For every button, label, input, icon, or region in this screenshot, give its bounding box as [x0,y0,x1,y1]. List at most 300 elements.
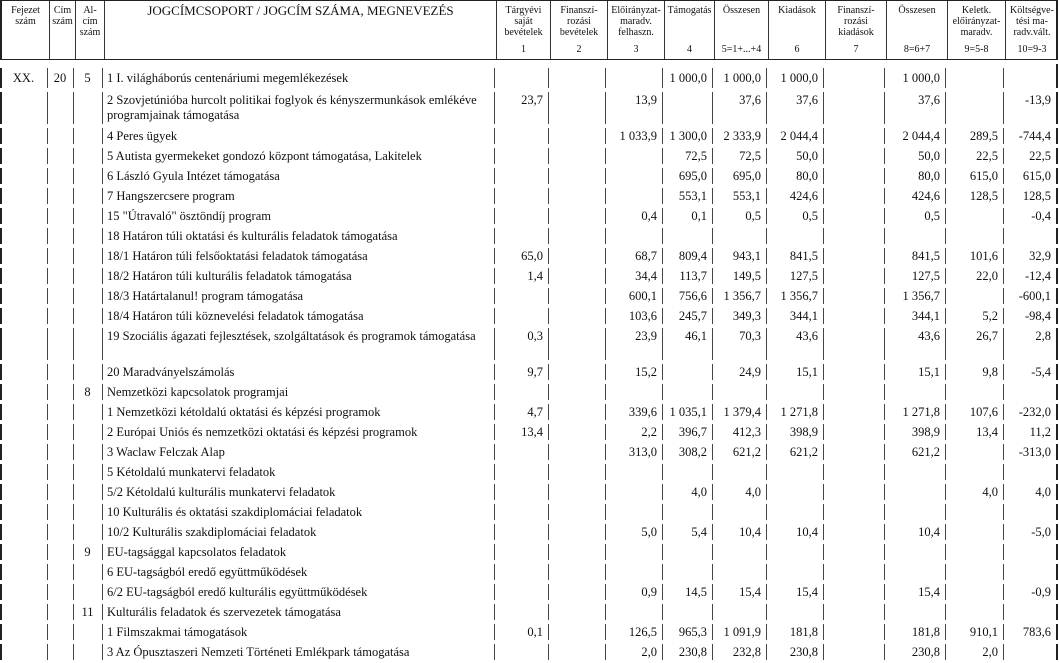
value-cell-3: 103,6 [605,306,662,326]
value-cell-4: 308,2 [662,442,712,462]
fejezet-cell [0,226,47,246]
value-cell-1: 13,4 [494,422,548,442]
value-cell-8: 43,6 [884,326,945,362]
cim-cell [47,166,73,186]
value-cell-6: 621,2 [766,442,823,462]
alcim-cell [73,562,102,582]
value-cell-1 [494,542,548,562]
alcim-cell: 9 [73,542,102,562]
value-cell-10: -600,1 [1003,286,1056,306]
header-cim: Cím szám [49,1,75,59]
name-cell: 5 Kétoldalú munkatervi feladatok [102,462,494,482]
value-cell-6 [766,382,823,402]
value-cell-2 [548,582,605,602]
table-row [0,602,1058,622]
value-cell-7 [823,206,884,226]
header-col-number: 7 [853,44,859,55]
value-cell-2 [548,542,605,562]
value-cell-9: 4,0 [945,482,1003,502]
value-cell-8 [884,462,945,482]
value-cell-4: 553,1 [662,186,712,206]
fejezet-cell [0,562,47,582]
value-cell-10: -13,9 [1003,90,1056,126]
value-cell-10 [1003,542,1056,562]
value-cell-8: 230,8 [884,642,945,662]
value-cell-8 [884,602,945,622]
value-cell-7 [823,246,884,266]
value-cell-8: 398,9 [884,422,945,442]
value-cell-4: 1 035,1 [662,402,712,422]
fejezet-cell [0,522,47,542]
alcim-cell [73,246,102,266]
value-cell-5: 412,3 [712,422,766,442]
value-cell-3 [605,382,662,402]
value-cell-8 [884,482,945,502]
value-cell-5 [712,462,766,482]
value-cell-9 [945,206,1003,226]
value-cell-6: 2 044,4 [766,126,823,146]
table-row [0,502,1058,522]
value-cell-10: -0,9 [1003,582,1056,602]
value-cell-6: 43,6 [766,326,823,362]
value-cell-9 [945,602,1003,622]
cim-cell [47,462,73,482]
value-cell-4: 4,0 [662,482,712,502]
value-cell-4 [662,90,712,126]
value-cell-5: 1 356,7 [712,286,766,306]
value-cell-7 [823,326,884,362]
fejezet-cell: XX. [0,62,47,90]
value-cell-6 [766,462,823,482]
cim-cell [47,382,73,402]
value-cell-5: 72,5 [712,146,766,166]
fejezet-cell [0,382,47,402]
value-cell-4: 5,4 [662,522,712,542]
name-cell: 1 Filmszakmai támogatások [102,622,494,642]
value-cell-1: 23,7 [494,90,548,126]
value-cell-3: 126,5 [605,622,662,642]
value-cell-1: 4,7 [494,402,548,422]
value-cell-3: 2,2 [605,422,662,442]
value-cell-5: 10,4 [712,522,766,542]
value-cell-5: 37,6 [712,90,766,126]
value-cell-5: 553,1 [712,186,766,206]
table-row [0,422,1058,442]
value-cell-10: -0,4 [1003,206,1056,226]
value-cell-3 [605,562,662,582]
fejezet-cell [0,166,47,186]
header-col-number: 3 [633,44,639,55]
alcim-cell [73,126,102,146]
value-cell-7 [823,226,884,246]
value-cell-3 [605,166,662,186]
value-cell-3: 2,0 [605,642,662,662]
value-cell-10: 615,0 [1003,166,1056,186]
value-cell-5 [712,502,766,522]
value-cell-6: 1 356,7 [766,286,823,306]
alcim-cell [73,502,102,522]
value-cell-3: 34,4 [605,266,662,286]
value-cell-8 [884,226,945,246]
name-cell: 6/2 EU-tagságból eredő kulturális együttműködések [102,582,494,602]
value-cell-3 [605,502,662,522]
name-cell: 5 Autista gyermekeket gondozó központ támogatása, Lakitelek [102,146,494,166]
fejezet-cell [0,602,47,622]
value-cell-2 [548,62,605,90]
value-cell-4: 46,1 [662,326,712,362]
cim-cell [47,522,73,542]
value-cell-6: 230,8 [766,642,823,662]
value-cell-8: 15,1 [884,362,945,382]
value-cell-7 [823,482,884,502]
value-cell-4: 756,6 [662,286,712,306]
header-col-label: Előirányzat-maradv. felhaszn. [611,5,661,38]
value-cell-9 [945,582,1003,602]
fejezet-cell [0,186,47,206]
name-cell: 18/2 Határon túli kulturális feladatok támogatása [102,266,494,286]
value-cell-2 [548,146,605,166]
table-row [0,482,1058,502]
value-cell-6: 10,4 [766,522,823,542]
value-cell-1 [494,382,548,402]
value-cell-4: 230,8 [662,642,712,662]
value-cell-9: 22,0 [945,266,1003,286]
value-cell-2 [548,382,605,402]
table-row [0,126,1058,146]
value-cell-7 [823,62,884,90]
fejezet-cell [0,286,47,306]
value-cell-5: 349,3 [712,306,766,326]
fejezet-cell [0,146,47,166]
value-cell-5 [712,602,766,622]
value-cell-4 [662,462,712,482]
value-cell-2 [548,90,605,126]
name-cell: 3 Waclaw Felczak Alap [102,442,494,462]
header-col-label: Támogatás [667,5,712,16]
value-cell-9: 910,1 [945,622,1003,642]
value-cell-9 [945,542,1003,562]
cim-cell [47,402,73,422]
header-col-3 [607,1,664,59]
value-cell-6 [766,226,823,246]
value-cell-10: 11,2 [1003,422,1056,442]
value-cell-10: -232,0 [1003,402,1056,422]
value-cell-6: 15,1 [766,362,823,382]
value-cell-4: 965,3 [662,622,712,642]
table-row [0,362,1058,382]
name-cell: 6 László Gyula Intézet támogatása [102,166,494,186]
value-cell-2 [548,442,605,462]
name-cell: 15 "Útravaló" ösztöndíj program [102,206,494,226]
header-col-number: 1 [521,44,526,55]
value-cell-7 [823,622,884,642]
value-cell-1: 65,0 [494,246,548,266]
value-cell-9 [945,502,1003,522]
alcim-cell [73,642,102,662]
value-cell-10: 2,8 [1003,326,1056,362]
value-cell-7 [823,542,884,562]
name-cell: 1 I. világháborús centenáriumi megemlékezések [102,62,494,90]
value-cell-4: 1 000,0 [662,62,712,90]
cim-cell [47,206,73,226]
header-col-label: Keletk. előirányzat-maradv. [952,5,1001,38]
value-cell-6 [766,602,823,622]
value-cell-3: 5,0 [605,522,662,542]
table-row [0,442,1058,462]
value-cell-5: 15,4 [712,582,766,602]
name-cell: 5/2 Kétoldalú kulturális munkatervi feladatok [102,482,494,502]
value-cell-8: 841,5 [884,246,945,266]
value-cell-9: 13,4 [945,422,1003,442]
value-cell-6: 181,8 [766,622,823,642]
cim-cell [47,542,73,562]
value-cell-9: 101,6 [945,246,1003,266]
value-cell-5: 621,2 [712,442,766,462]
value-cell-9: 615,0 [945,166,1003,186]
value-cell-8: 1 271,8 [884,402,945,422]
value-cell-9 [945,382,1003,402]
fejezet-cell [0,126,47,146]
name-cell: 18 Határon túli oktatási és kulturális feladatok támogatása [102,226,494,246]
value-cell-6: 0,5 [766,206,823,226]
value-cell-4 [662,502,712,522]
value-cell-2 [548,622,605,642]
value-cell-3: 23,9 [605,326,662,362]
alcim-cell [73,166,102,186]
name-cell: 18/4 Határon túli köznevelési feladatok támogatása [102,306,494,326]
value-cell-8 [884,502,945,522]
value-cell-2 [548,166,605,186]
alcim-cell [73,362,102,382]
value-cell-7 [823,522,884,542]
value-cell-3: 600,1 [605,286,662,306]
cim-cell [47,622,73,642]
value-cell-6: 424,6 [766,186,823,206]
fejezet-cell [0,622,47,642]
value-cell-1 [494,186,548,206]
value-cell-7 [823,306,884,326]
value-cell-2 [548,602,605,622]
alcim-cell [73,462,102,482]
value-cell-5: 2 333,9 [712,126,766,146]
header-col-10 [1005,1,1058,59]
value-cell-5: 695,0 [712,166,766,186]
name-cell: 19 Szociális ágazati fejlesztések, szolgáltatások és programok támogatása [102,326,494,362]
value-cell-7 [823,266,884,286]
value-cell-1 [494,642,548,662]
alcim-cell [73,482,102,502]
value-cell-3: 1 033,9 [605,126,662,146]
value-cell-3 [605,602,662,622]
value-cell-7 [823,146,884,166]
value-cell-9 [945,462,1003,482]
name-cell: Nemzetközi kapcsolatok programjai [102,382,494,402]
alcim-cell: 8 [73,382,102,402]
value-cell-5: 1 091,9 [712,622,766,642]
value-cell-2 [548,502,605,522]
value-cell-4 [662,602,712,622]
value-cell-8: 621,2 [884,442,945,462]
alcim-cell [73,226,102,246]
name-cell: 18/3 Határtalanul! program támogatása [102,286,494,306]
value-cell-9 [945,522,1003,542]
value-cell-9: 289,5 [945,126,1003,146]
cim-cell [47,126,73,146]
cim-cell [47,362,73,382]
value-cell-3 [605,482,662,502]
fejezet-cell [0,462,47,482]
value-cell-2 [548,126,605,146]
value-cell-7 [823,186,884,206]
name-cell: 2 Szovjetúnióba hurcolt politikai foglyok és kényszermunkások emlékéve programjainak támogatása [102,90,494,126]
value-cell-7 [823,402,884,422]
header-col-5 [714,1,768,59]
value-cell-9 [945,90,1003,126]
value-cell-3 [605,226,662,246]
value-cell-2 [548,422,605,442]
value-cell-2 [548,482,605,502]
value-cell-4 [662,562,712,582]
value-cell-1 [494,226,548,246]
value-cell-1 [494,442,548,462]
table-row [0,62,1058,90]
header-col-1 [496,1,550,59]
header-col-label: Kiadások [778,5,816,16]
value-cell-1 [494,462,548,482]
value-cell-8 [884,562,945,582]
value-cell-5 [712,382,766,402]
fejezet-cell [0,246,47,266]
value-cell-9: 5,2 [945,306,1003,326]
value-cell-5: 0,5 [712,206,766,226]
name-cell: Kulturális feladatok és szervezetek támogatása [102,602,494,622]
fejezet-cell [0,482,47,502]
value-cell-1 [494,286,548,306]
value-cell-6 [766,502,823,522]
value-cell-1 [494,562,548,582]
value-cell-2 [548,186,605,206]
value-cell-10 [1003,602,1056,622]
value-cell-1 [494,206,548,226]
value-cell-3 [605,146,662,166]
alcim-cell [73,402,102,422]
value-cell-2 [548,266,605,286]
alcim-cell [73,306,102,326]
value-cell-7 [823,422,884,442]
value-cell-6: 37,6 [766,90,823,126]
value-cell-3 [605,462,662,482]
value-cell-8 [884,382,945,402]
value-cell-5 [712,542,766,562]
value-cell-1: 0,3 [494,326,548,362]
value-cell-6 [766,482,823,502]
header-title: JOGCÍMCSOPORT / JOGCÍM SZÁMA, MEGNEVEZÉS [104,1,496,59]
header-col-7 [825,1,886,59]
value-cell-6: 1 271,8 [766,402,823,422]
alcim-cell [73,206,102,226]
cim-cell [47,502,73,522]
value-cell-3 [605,542,662,562]
value-cell-7 [823,502,884,522]
fejezet-cell [0,402,47,422]
value-cell-10: 22,5 [1003,146,1056,166]
header-col-9 [947,1,1005,59]
value-cell-8: 344,1 [884,306,945,326]
value-cell-2 [548,206,605,226]
alcim-cell [73,582,102,602]
fejezet-cell [0,542,47,562]
cim-cell [47,90,73,126]
header-col-number: 4 [687,44,692,55]
table-row [0,146,1058,166]
value-cell-9 [945,62,1003,90]
header-alcim: Al-cím szám [75,1,104,59]
value-cell-8: 127,5 [884,266,945,286]
cim-cell [47,146,73,166]
table-row [0,286,1058,306]
value-cell-4: 1 300,0 [662,126,712,146]
value-cell-8: 181,8 [884,622,945,642]
cim-cell [47,642,73,662]
cim-cell [47,246,73,266]
value-cell-10: -12,4 [1003,266,1056,286]
header-col-2 [550,1,607,59]
value-cell-2 [548,562,605,582]
table-row [0,582,1058,602]
value-cell-4 [662,542,712,562]
value-cell-6: 398,9 [766,422,823,442]
header-col-number: 8=6+7 [903,44,931,55]
value-cell-3: 13,9 [605,90,662,126]
value-cell-9: 22,5 [945,146,1003,166]
value-cell-6: 344,1 [766,306,823,326]
cim-cell: 20 [47,62,73,90]
name-cell: 2 Európai Uniós és nemzetközi oktatási és képzési programok [102,422,494,442]
name-cell: EU-tagsággal kapcsolatos feladatok [102,542,494,562]
cim-cell [47,266,73,286]
value-cell-5: 232,8 [712,642,766,662]
value-cell-2 [548,226,605,246]
cim-cell [47,306,73,326]
table-body [0,62,1058,662]
name-cell: 18/1 Határon túli felsőoktatási feladatok támogatása [102,246,494,266]
table-row [0,562,1058,582]
value-cell-1 [494,306,548,326]
fejezet-cell [0,502,47,522]
value-cell-5: 149,5 [712,266,766,286]
value-cell-7 [823,166,884,186]
value-cell-10: 4,0 [1003,482,1056,502]
value-cell-7 [823,642,884,662]
value-cell-6: 127,5 [766,266,823,286]
value-cell-10 [1003,226,1056,246]
value-cell-9: 2,0 [945,642,1003,662]
value-cell-8: 10,4 [884,522,945,542]
value-cell-5 [712,562,766,582]
value-cell-1 [494,522,548,542]
value-cell-2 [548,522,605,542]
alcim-cell [73,266,102,286]
alcim-cell [73,326,102,362]
value-cell-2 [548,642,605,662]
table-row [0,326,1058,362]
header-col-number: 2 [576,44,582,55]
cim-cell [47,442,73,462]
value-cell-6: 50,0 [766,146,823,166]
fejezet-cell [0,266,47,286]
value-cell-2 [548,246,605,266]
value-cell-3: 15,2 [605,362,662,382]
